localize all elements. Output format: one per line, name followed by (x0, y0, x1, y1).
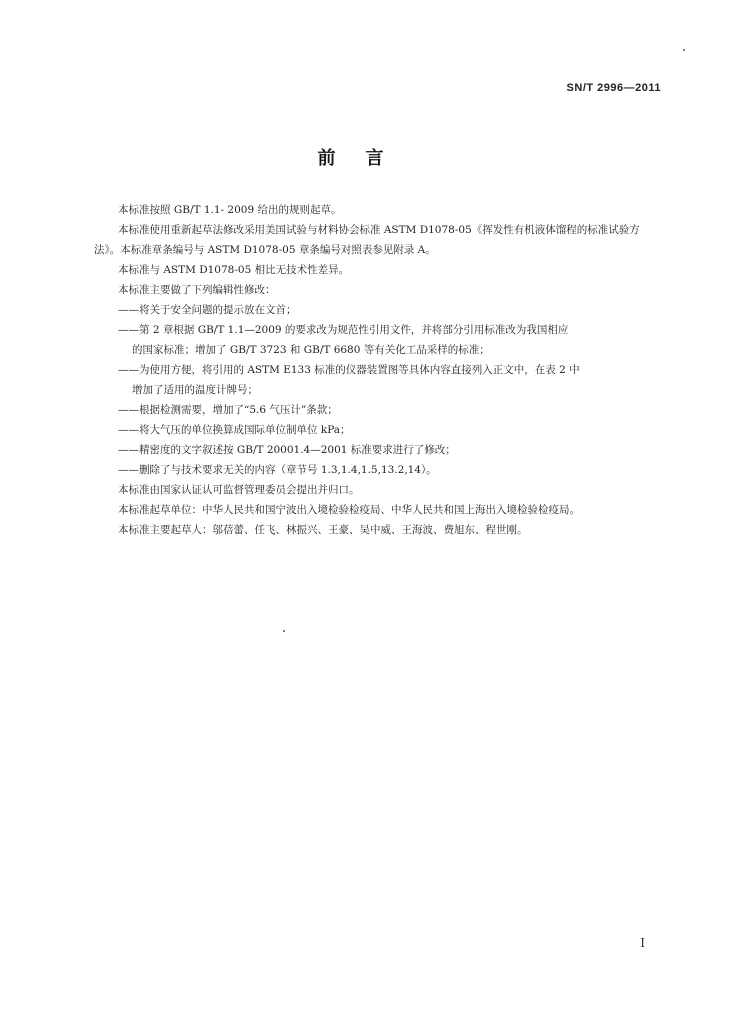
page-title: 前言 (317, 148, 414, 169)
list-item-continuation: 增加了适用的温度计牌号； (132, 384, 258, 396)
scan-speck (683, 49, 685, 51)
paragraph: 本标准按照 GB/T 1.1- 2009 给出的规则起草。 (118, 204, 342, 216)
paragraph: 本标准与 ASTM D1078-05 相比无技术性差异。 (118, 264, 350, 276)
paragraph: 本标准使用重新起草法修改采用美国试验与材料协会标准 ASTM D1078-05《挥发性有机液体馏程的标准试验方法》。本标准章条编号与 ASTM D1078-05 章条编号对照表参见附录 A。 (94, 224, 640, 256)
list-item: ——第 2 章根据 GB/T 1.1—2009 的要求改为规范性引用文件，并将部分引用标准改为我国相应 (118, 324, 569, 336)
standard-code: SN/T 2996—2011 (566, 82, 661, 94)
paragraph: 本标准起草单位：中华人民共和国宁波出入境检验检疫局、中华人民共和国上海出入境检验检疫局。 (118, 504, 580, 516)
paragraph: 本标准主要做了下列编辑性修改： (118, 284, 276, 296)
page-number: I (640, 936, 645, 950)
document-body (94, 200, 665, 540)
list-item: ——将大气压的单位换算成国际单位制单位 kPa； (118, 424, 351, 436)
list-item-continuation: 的国家标准；增加了 GB/T 3723 和 GB/T 6680 等有关化工品采样的标准； (132, 344, 490, 356)
list-item: ——根据检测需要，增加了“5.6 气压计”条款； (118, 404, 338, 416)
scan-speck (283, 630, 285, 632)
paragraph: 本标准主要起草人：邬蓓蕾、任飞、林振兴、王豪、吴中威、王海波、费旭东、程世刚。 (118, 524, 528, 536)
list-item: ——删除了与技术要求无关的内容（章节号 1.3,1.4,1.5,13.2,14）。 (118, 464, 437, 476)
list-item: ——为使用方便，将引用的 ASTM E133 标准的仪器装置图等具体内容直接列入正文中，在表 2 中 (118, 364, 580, 376)
paragraph: 本标准由国家认证认可监督管理委员会提出并归口。 (118, 484, 360, 496)
list-item: ——将关于安全问题的提示放在文首； (118, 304, 297, 316)
list-item: ——精密度的文字叙述按 GB/T 20001.4—2001 标准要求进行了修改； (118, 444, 456, 456)
